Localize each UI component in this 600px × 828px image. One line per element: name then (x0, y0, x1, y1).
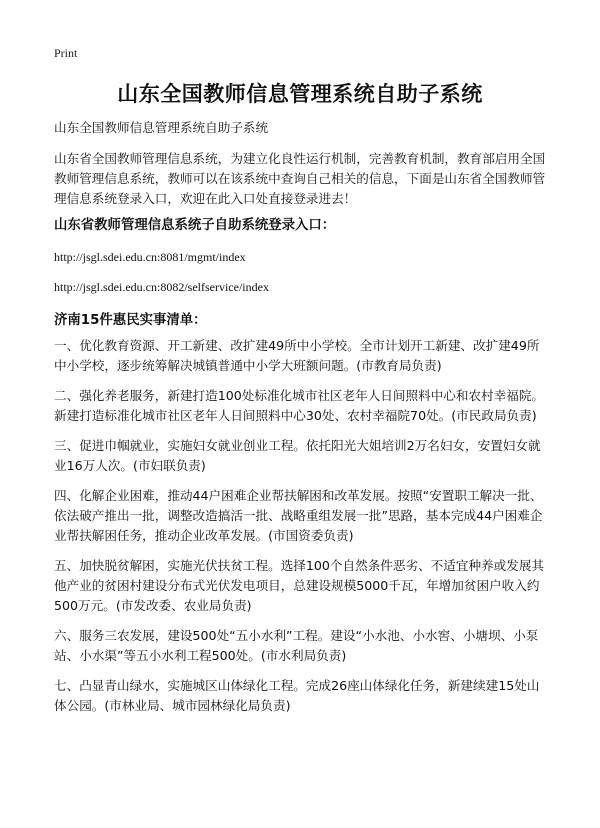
list-item: 二、强化养老服务，新建打造100处标准化城市社区老年人日间照料中心和农村幸福院。新建打造标准化城市社区老年人日间照料中心30处、农村幸福院70处。(市民政局负责) (54, 388, 545, 423)
print-label: Print (54, 46, 78, 60)
intro-paragraph: 山东省全国教师管理信息系统，为建立化良性运行机制，完善教育机制，教育部启用全国教师管理信息系统，教师可以在该系统中查询自己相关的信息，下面是山东省全国教师管理信息系统登录入口，欢迎在此入口处直接登录进去！ (54, 151, 546, 206)
list-item: 三、促进巾帼就业，实施妇女就业创业工程。依托阳光大姐培训2万名妇女，安置妇女就业16万人次。(市妇联负责) (54, 438, 541, 473)
login-heading: 山东省教师管理信息系统子自助系统登录入口： (54, 218, 336, 233)
list-item: 一、优化教育资源、开工新建、改扩建49所中小学校。全市计划开工新建、改扩建49所中小学校，逐步统筹解决城镇普通中小学大班额问题。(市教育局负责) (54, 338, 540, 373)
subtitle: 山东全国教师信息管理系统自助子系统 (54, 120, 269, 135)
page-title: 山东全国教师信息管理系统自助子系统 (117, 82, 483, 106)
list-item: 六、服务三农发展，建设500处“五小水利”工程。建设“小水池、小水窖、小塘坝、小泵站、小水渠”等五小水利工程500处。(市水利局负责) (54, 628, 539, 663)
list-item: 四、化解企业困难，推动44户困难企业帮扶解困和改革发展。按照“安置职工解决一批、依法破产推出一批，调整改造搞活一批、战略重组发展一批”思路，基本完成44户困难企业帮扶解困任务，推动企业改革发展。(市国资委负责) (54, 488, 543, 543)
list-item: 七、凸显青山绿水，实施城区山体绿化工程。完成26座山体绿化任务，新建续建15处山体公园。(市林业局、城市园林绿化局负责) (54, 678, 540, 713)
project-list (54, 336, 549, 726)
login-url-selfservice[interactable]: http://jsgl.sdei.edu.cn:8082/selfservice/index (54, 280, 269, 294)
list-item: 五、加快脱贫解困，实施光伏扶贫工程。选择100个自然条件恶劣、不适宜种养或发展其他产业的贫困村建设分布式光伏发电项目，总建设规模5000千瓦，年增加贫困户收入约500万元。(市发改委、农业局负责) (54, 558, 545, 613)
login-url-mgmt[interactable]: http://jsgl.sdei.edu.cn:8081/mgmt/index (54, 250, 246, 264)
list-heading: 济南15件惠民实事清单： (54, 313, 207, 328)
